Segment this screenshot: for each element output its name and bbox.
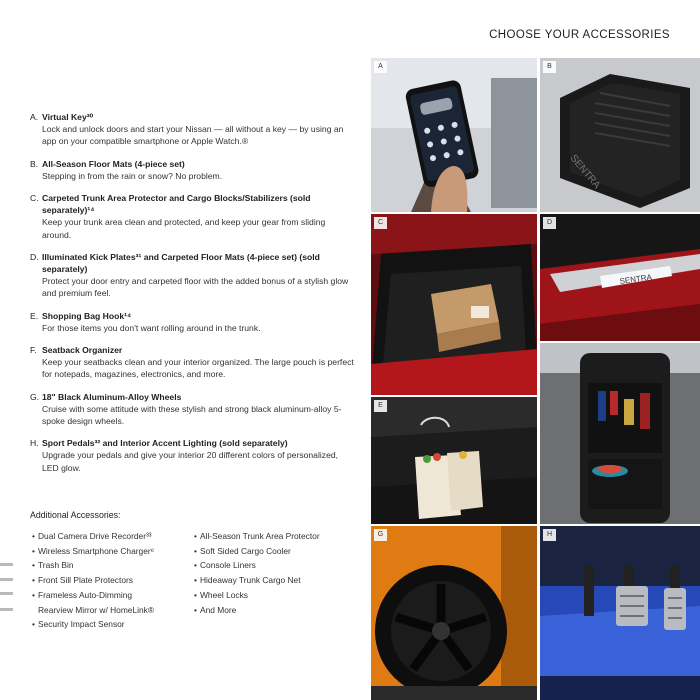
item-letter: D. xyxy=(30,251,39,262)
accessory-item xyxy=(30,310,355,334)
additional-item: • And More xyxy=(200,603,360,618)
item-title: Carpeted Trunk Area Protector and Cargo Blocks/Stabilizers (sold separately)¹⁴ xyxy=(42,193,311,216)
item-description: Protect your door entry and carpeted floor with the added bonus of a stylish glow and premium feel. xyxy=(42,276,349,299)
accessory-item xyxy=(30,251,355,300)
item-title: 18" Black Aluminum-Alloy Wheels xyxy=(42,391,182,402)
photo-label: B xyxy=(543,61,556,73)
item-title: Seatback Organizer xyxy=(42,345,123,356)
item-title: Illuminated Kick Plates³¹ and Carpeted Floor Mats (4-piece set) (sold separately) xyxy=(42,251,320,275)
photo-label: G xyxy=(374,529,387,541)
additional-item: • Security Impact Sensor xyxy=(38,617,200,632)
additional-item: • Front Sill Plate Protectors xyxy=(38,573,200,588)
photo-label: D xyxy=(543,217,556,229)
item-description: For those items you don't want rolling around in the trunk. xyxy=(42,322,261,333)
photo-kick-plates xyxy=(540,214,700,341)
additional-item: • Frameless Auto-Dimming xyxy=(38,588,200,603)
item-title: Sport Pedals³² and Interior Accent Lighting (sold separately) xyxy=(42,438,288,449)
item-letter: H. xyxy=(30,438,39,449)
additional-item: • Dual Camera Drive Recorder³³ xyxy=(38,529,200,544)
item-description: Keep your seatbacks clean and your interior organized. The large pouch is perfect for notepads, magazines, electronics, and more. xyxy=(42,357,354,380)
photo-label: A xyxy=(374,61,387,73)
page-title: CHOOSE YOUR ACCESSORIES xyxy=(489,29,670,41)
photo-label: H xyxy=(543,529,556,541)
accessory-item xyxy=(30,344,355,381)
kick-plate-text: SENTRA xyxy=(619,272,653,286)
item-description: Lock and unlock doors and start your Nissan — all without a key — by using an app on your compatible smartphone or Apple Watch.® xyxy=(42,124,344,147)
edge-mark xyxy=(0,608,13,611)
additional-item: • All-Season Trunk Area Protector xyxy=(200,529,360,544)
additional-heading: Additional Accessories: xyxy=(30,510,121,520)
additional-item: • Console Liners xyxy=(200,558,360,573)
photo-trunk-protector xyxy=(371,214,537,395)
item-title: Virtual Key³⁰ xyxy=(42,112,94,122)
edge-mark xyxy=(0,592,13,595)
item-title: All-Season Floor Mats (4-piece set) xyxy=(42,158,185,169)
accessory-item xyxy=(30,158,355,182)
photo-shopping-bag-hook xyxy=(371,397,537,524)
edge-mark xyxy=(0,563,13,566)
additional-column-2 xyxy=(200,529,360,632)
item-letter: A. xyxy=(30,112,39,122)
accessory-item xyxy=(30,111,355,148)
photo-label: C xyxy=(374,217,387,229)
item-letter: B. xyxy=(30,158,39,169)
photo-alloy-wheels xyxy=(371,526,537,700)
photo-label: E xyxy=(374,400,387,412)
accessory-item xyxy=(30,192,355,241)
item-letter: F. xyxy=(30,345,37,356)
photo-floor-mats xyxy=(540,58,700,212)
photo-seatback-organizer xyxy=(540,343,700,524)
additional-item: • Hideaway Trunk Cargo Net xyxy=(200,573,360,588)
item-description: Stepping in from the rain or snow? No problem. xyxy=(42,170,223,181)
accessory-list xyxy=(30,111,355,484)
additional-item: • Trash Bin xyxy=(38,558,200,573)
additional-item: • Soft Sided Cargo Cooler xyxy=(200,544,360,559)
additional-item: • Wireless Smartphone Charger⁶ xyxy=(38,544,200,559)
item-letter: E. xyxy=(30,310,39,321)
item-letter: C. xyxy=(30,193,39,204)
additional-item: • Wheel Locks xyxy=(200,588,360,603)
accessory-item xyxy=(30,391,355,428)
additional-column-1 xyxy=(30,529,200,632)
item-description: Cruise with some attitude with these stylish and strong black aluminum-alloy 5-spoke design wheels. xyxy=(42,403,342,427)
item-description: Keep your trunk area clean and protected, and keep your gear from sliding around. xyxy=(42,217,326,240)
photo-sport-pedals xyxy=(540,526,700,700)
edge-mark xyxy=(0,578,13,581)
accessory-item xyxy=(30,437,355,474)
additional-item-continued: Rearview Mirror w/ HomeLink® xyxy=(38,604,154,615)
additional-accessories xyxy=(30,510,360,632)
item-title: Shopping Bag Hook¹⁴ xyxy=(42,310,132,321)
photo-virtual-key xyxy=(371,58,537,212)
mat-logo-text: SENTRA xyxy=(567,152,603,192)
item-letter: G. xyxy=(30,391,40,402)
item-description: Upgrade your pedals and give your interior 20 different colors of personalized, LED glow. xyxy=(42,450,339,473)
